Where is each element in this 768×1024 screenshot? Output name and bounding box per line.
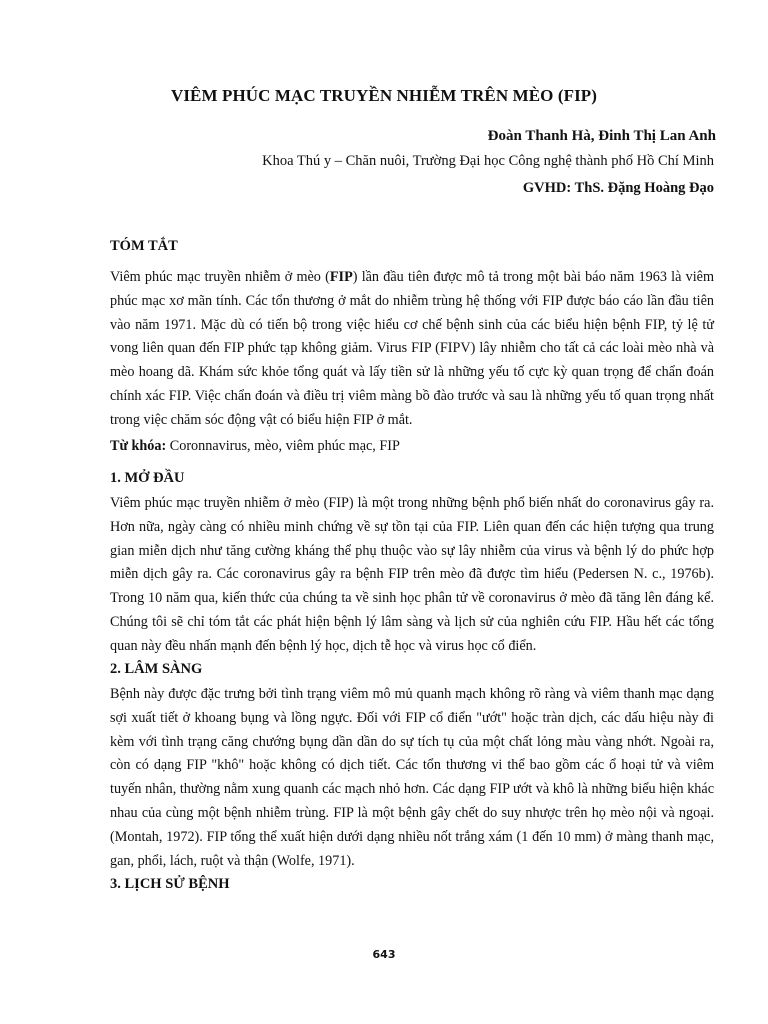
section-heading-clinical: 2. LÂM SÀNG: [110, 661, 203, 677]
advisor: [523, 180, 714, 197]
page-number: 643: [372, 948, 396, 961]
abstract-bold-term: FIP: [329, 269, 353, 285]
section-text-clinical: Bệnh này được đặc trưng bởi tình trạng viêm mô mủ quanh mạch không rõ ràng và viêm thanh mạc dạng sợi xuất tiết ở khoang bụng và lồng ngực. Đối với FIP cổ điển "ướt" hoặc tràn dịch, các dấu hiệu này đi kèm với tình trạng căng chướng bụng dần dần do sự tích tụ của một chất lỏng màu vàng nhớt. Ngoài ra, còn có dạng FIP "khô" hoặc không có dịch tiết. Các tổn thương vi thể bao gồm các ổ hoại tử và viêm tuyến nhân, thường nằm xung quanh các mạch nhỏ hơn. Các dạng FIP ướt và khô là những biểu hiện khác nhau của cùng một bệnh nhiễm trùng. FIP là một bệnh gây chết do suy nhược trên họ mèo nội và ngoại. (Montah, 1972). FIP tổng thể xuất hiện dưới dạng nhiều nốt trắng xám (1 đến 10 mm) ở màng thanh mạc, gan, phổi, lách, ruột và thận (Wolfe, 1971).: [110, 686, 714, 869]
section-heading-history: 3. LỊCH SỬ BỆNH: [110, 876, 230, 892]
advisor-label: GVHD: [522, 180, 567, 196]
paper-title: VIÊM PHÚC MẠC TRUYỀN NHIỄM TRÊN MÈO (FIP): [170, 86, 598, 105]
abstract-heading: TÓM TẮT: [110, 238, 178, 254]
advisor-name: : ThS. Đặng Hoàng Đạo: [566, 180, 714, 196]
abstract-text-rest: ) lần đầu tiên được mô tả trong một bài báo năm 1963 là viêm phúc mạc xơ mãn tính. Các tổn thương ở mắt do nhiễm trùng hệ thống với FIP được báo cáo lần đầu tiên vào năm 1971. Mặc dù có tiến bộ trong việc hiểu cơ chế bệnh sinh của các biểu hiện bệnh FIP, tỷ lệ tử vong liên quan đến FIP phức tạp không giảm. Virus FIP (FIPV) lây nhiễm cho tất cả các loài mèo nhà và mèo hoang dã. Khám sức khỏe tổng quát và lấy tiền sử là những yếu tố cực kỳ quan trọng để chẩn đoán chính xác FIP. Việc chẩn đoán và điều trị viêm màng bồ đào trước và sau là những yếu tố quan trọng nhất trong việc chăm sóc động vật có biểu hiện FIP ở mắt.: [110, 269, 714, 428]
section-text-intro: Viêm phúc mạc truyền nhiễm ở mèo (FIP) là một trong những bệnh phổ biến nhất do coronavirus gây ra. Hơn nữa, ngày càng có nhiều minh chứng về sự tồn tại của FIP. Liên quan đến các hiện tượng qua trung gian miễn dịch như tăng cường kháng thể phụ thuộc vào sự lây nhiễm của virus và bệnh lý do phức hợp miễn dịch gây ra. Các coronavirus gây ra bệnh FIP trên mèo đã được tìm hiểu (Pedersen N. c., 1976b). Trong 10 năm qua, kiến thức của chúng ta về sinh học phân tử về coronavirus ở mèo đã tăng lên đáng kể. Chúng tôi sẽ chỉ tóm tắt các phát hiện bệnh lý lâm sàng và lịch sử của nghiên cứu FIP. Hầu hết các tổng quan này đều nhấn mạnh đến bệnh lý học, dịch tễ học và virus học cổ điển.: [110, 495, 714, 654]
keywords-label: Từ khóa:: [110, 438, 167, 454]
keywords-value: Coronnavirus, mèo, viêm phúc mạc, FIP: [166, 438, 400, 454]
abstract-text-start: Viêm phúc mạc truyền nhiễm ở mèo (: [110, 269, 330, 285]
abstract-text: [110, 266, 714, 433]
authors: Đoàn Thanh Hà, Đinh Thị Lan Anh: [487, 128, 716, 144]
keywords: [110, 438, 400, 455]
affiliation: Khoa Thú y – Chăn nuôi, Trường Đại học Công nghệ thành phố Hồ Chí Minh: [262, 153, 714, 169]
section-heading-intro: 1. MỞ ĐẦU: [110, 470, 185, 486]
